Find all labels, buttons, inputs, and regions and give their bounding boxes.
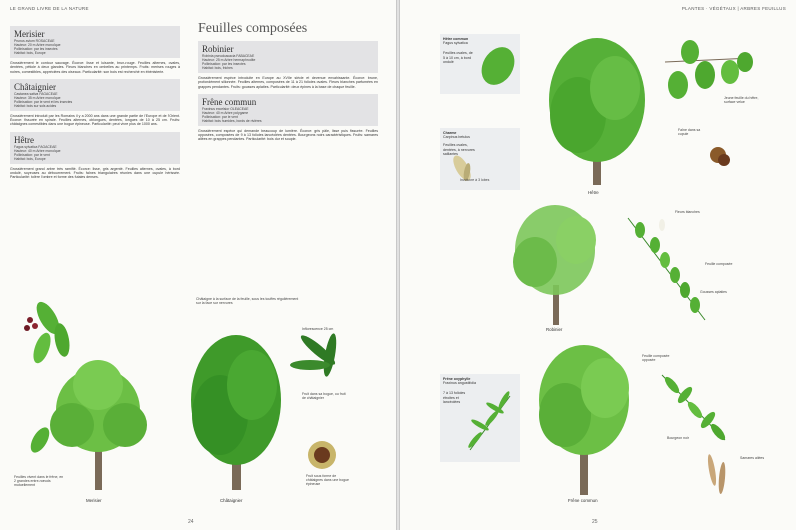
chestnut-burr-illustration — [308, 441, 336, 469]
species-height: Hauteur: 25 m Arbre hermaphrodite — [202, 58, 256, 62]
label-ash-leaf: Feuille composée opposée — [642, 354, 670, 363]
section-title: Feuilles composées — [198, 21, 308, 36]
label-robinia-flower: Fleurs blanches — [675, 210, 700, 214]
beech-branch-illustration — [665, 40, 753, 99]
label-robinia-leaf: Feuille composée — [705, 262, 733, 266]
label-beech-nut: Faîne dans sa cupule — [678, 128, 701, 137]
tree-label-chataignier: Châtaignier — [220, 498, 243, 503]
left-page — [0, 0, 396, 530]
species-latin: Robinia pseudoacacia FABACEAE — [202, 54, 255, 58]
inset-latin: Fraxinus angustifolia — [443, 381, 476, 386]
species-pollination: Pollinisation: par le vent et les insectes — [14, 99, 73, 104]
species-latin: Castanea sativa FAGACEAE — [14, 91, 58, 96]
tree-label-frene: Frêne commun — [568, 498, 598, 503]
species-habitat: Habitat: bois sur sols acides — [14, 103, 57, 108]
inset-latin: Fagus sylvatica — [443, 41, 468, 46]
ash-leaf-illustration — [662, 375, 727, 442]
inset-latin: Carpinus betulus — [443, 135, 470, 140]
inset-title: Frêne oxyphylle — [443, 377, 471, 381]
species-pollination: Pollinisation: par le vent — [14, 152, 50, 157]
tree-label-merisier: Merisier — [86, 498, 102, 503]
left-column-1 — [10, 26, 180, 185]
species-name: Hêtre — [14, 134, 34, 145]
page-number-right: 25 — [592, 519, 598, 525]
ash-samara-illustration — [706, 454, 726, 494]
inset-title: Charme — [443, 131, 457, 135]
running-head-right: PLANTES · VÉGÉTAUX | ARBRES FEUILLUS — [681, 6, 786, 11]
species-box-chataignier — [10, 79, 180, 111]
species-height: Hauteur: 35 m Arbre monoïque — [14, 95, 61, 100]
species-box-robinier — [198, 41, 378, 73]
species-habitat: Habitat: bois, friches — [202, 66, 233, 70]
tree-label-hetre: Hêtre — [588, 190, 599, 195]
chestnut-label-3: Fruit sous forme de châtaignes dans une bogue épineuse — [306, 474, 350, 487]
species-text: Grossièrement espèce introduite en Europe au XVIIe siècle et devenue envahissante. Écorce: brune, profondément sillonnée. Feuilles alternes, composées de 11 à 21 folioles ovales. Fleurs blanches parfumées en grappes pendantes. Fruits: gousses aplaties. Particularité: deux épines à la base de chaque feuille. — [198, 76, 378, 89]
robinia-leaf-illustration — [628, 218, 705, 320]
narrow-ash-leaf-illustration — [467, 390, 512, 450]
species-height: Hauteur: 40 m Arbre monoïque — [14, 148, 61, 153]
species-latin: Prunus avium ROSACEAE — [14, 39, 55, 43]
illustration-caption-2: Châtaigne à la surface de la feuille, sous les touffes régulièrement sur la face sur nervures — [196, 297, 299, 306]
species-box-frene — [198, 94, 378, 126]
page-number-left: 24 — [188, 519, 194, 525]
species-latin: Fraxinus excelsior OLEACEAE — [202, 106, 249, 111]
label-beech-leaf: Jeune feuille du hêtre, surface velue — [724, 96, 759, 105]
beech-tree-illustration — [549, 38, 645, 185]
chestnut-leaf-illustration — [290, 332, 339, 378]
species-box-hetre — [10, 132, 180, 164]
species-latin: Fagus sylvatica FAGACEAE — [14, 144, 57, 149]
species-height: Hauteur: 20 m Arbre monoïque — [14, 43, 61, 47]
ash-tree-illustration — [539, 345, 629, 495]
species-pollination: Pollinisation: par les insectes — [14, 47, 58, 51]
species-name: Robinier — [202, 44, 234, 54]
species-habitat: Habitat: bois humides, bords de rivières — [202, 118, 262, 123]
species-box-merisier — [10, 26, 180, 58]
species-name: Châtaignier — [14, 81, 56, 92]
species-habitat: Habitat: bois, Europe — [14, 51, 46, 55]
species-pollination: Pollinisation: par les insectes — [202, 62, 246, 66]
running-head-left: LE GRAND LIVRE DE LA NATURE — [10, 6, 89, 11]
chestnut-label-1: Inflorescence 25 cm — [302, 327, 334, 331]
species-name: Frêne commun — [202, 96, 257, 107]
label-hornbeam-fruit: Involucre à 3 lobes — [460, 178, 490, 182]
species-height: Hauteur: 40 m Arbre polygame — [202, 110, 249, 115]
cherry-leaf-small — [27, 424, 53, 455]
label-ash-bud: Bourgeon noir — [667, 436, 689, 440]
species-text: Grossièrement introduit par les Romains il y a 2000 ans dans une grande partie de l'Europe et de l'Orient. Écorce: fissurée en spirale. Feuilles alternes, oblongues, dentées, longues de 10 à 25 cm. Fruits: châtaignes comestibles dans une bogue épineuse. Particularité: peut vivre plus de 1000 ans. — [10, 113, 180, 127]
cherry-leaf-illustration — [24, 298, 72, 365]
label-robinia-pod: Gousses aplaties — [700, 290, 727, 294]
inset-text: 7 à 13 folioles étroites et lancéolées — [443, 391, 466, 404]
robinia-tree-illustration — [513, 205, 596, 325]
beech-nut-illustration — [710, 147, 730, 166]
species-habitat: Habitat: bois, Europe — [14, 156, 46, 161]
species-text: Grossièrement espèce qui demande beaucoup de lumière. Écorce: gris pâle, lisse puis fissurée. Feuilles opposées, composées de 9 à 13 folioles lancéolées dentées. Bourgeons noirs caractéristiques. Fruits: samares ailées en grappes pendantes. Particularité: bois dur et souple. — [198, 128, 378, 142]
merisier-tree-illustration — [50, 360, 147, 490]
inset-title: Hêtre commun — [443, 37, 469, 41]
chestnut-label-2: Fruit dans sa bogue, ou fruit de châtaignier — [302, 392, 346, 401]
inset-text: Feuilles ovales, dentées, à nervures saillantes — [443, 143, 475, 156]
inset-text: Feuilles ovales, de 5 à 10 cm, à bord ondulé — [443, 51, 473, 64]
right-page — [400, 0, 796, 530]
tree-label-robinier: Robinier — [546, 327, 563, 332]
chestnut-tree-illustration — [191, 335, 281, 490]
illustration-caption-1: Feuilles vivent dans le frêne, en 2 grandes entre-nœuds mutuellement — [14, 475, 64, 488]
species-name: Merisier — [14, 29, 45, 39]
beech-leaf-illustration — [475, 41, 521, 91]
right-illustrations — [400, 0, 796, 510]
species-pollination: Pollinisation: par le vent — [202, 114, 238, 119]
label-ash-samara: Samares ailées — [740, 456, 765, 460]
left-column-2 — [198, 22, 378, 147]
species-text: Grossièrement le contour sauvage. Écorce: lisse et luisante, brun-rouge. Feuilles alternes, ovales, dentées, pétiole à deux glandes. Fleurs blanches en ombelles au printemps. Fruits: merises rouges à noires, comestibles, appréciées des oiseaux. Particularité: son bois est recherché en ébénisterie. — [10, 61, 180, 74]
species-text: Grossièrement grand arbre très ramifié. Écorce: lisse, gris argenté. Feuilles alternes, ovales, à bord ondulé, soyeuses au débourrement. Fruits: faînes triangulaires réunies dans une cupule hérissée. Particularité: tolère l'ombre et forme des futaies denses. — [10, 166, 180, 180]
